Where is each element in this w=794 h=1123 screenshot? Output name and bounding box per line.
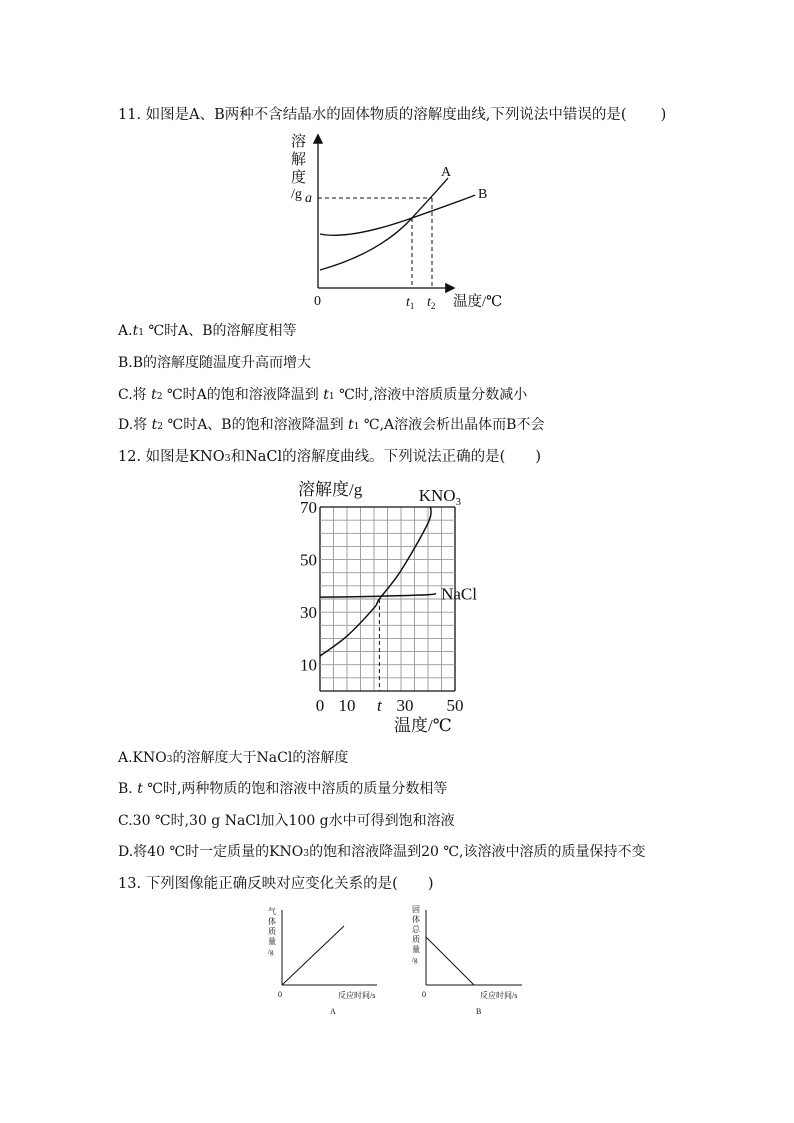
q12-xtick-0: 0	[315, 696, 325, 715]
q12-xtick-10: 10	[338, 696, 356, 715]
q12-ytick-70: 70	[300, 498, 317, 517]
q13a-ylabel-3: 质	[268, 927, 276, 936]
q12-ytick-30: 30	[300, 603, 317, 623]
q12-number: 12.	[118, 449, 142, 465]
q12-ytick-10: 10	[300, 655, 317, 675]
q12-series-nacl-line	[320, 594, 436, 597]
q11-stem	[118, 103, 666, 124]
q11-ylabel-3: 度	[291, 170, 307, 186]
q12-option-a[interactable]: A.KNO3的溶解度大于NaCl的溶解度	[118, 750, 349, 766]
q13a-ylabel-2: 体	[268, 917, 276, 926]
q11-ylabel-1: 溶	[291, 134, 307, 150]
q13a-ylabel-1: 气	[268, 907, 276, 916]
q13-graph-a	[262, 902, 402, 1020]
q12-series-kno3-label: $KNO_3$	[418, 486, 462, 508]
q12-ytick-50: 50	[300, 550, 317, 570]
q13-stem: 13. 下列图像能正确反映对应变化关系的是( )	[118, 876, 434, 892]
q12-ylabel: 溶解度/g	[298, 480, 363, 499]
q12-xtick-50: 50	[446, 696, 464, 715]
q11-curve-a-label: A	[441, 165, 452, 180]
q13a-xlabel: 反应时间/s	[338, 991, 376, 1000]
q12-option-c[interactable]: C.30 ℃时,30 g NaCl加入100 g水中可得到饱和溶液	[118, 813, 455, 829]
q13b-line	[426, 937, 474, 985]
q13b-ylabel-1: 固	[412, 905, 420, 914]
q13a-line	[282, 926, 344, 985]
q12-option-d[interactable]: D.将40 ℃时一定质量的KNO3的饱和溶液降温到20 ℃,该溶液中溶质的质量保持不变	[118, 844, 646, 860]
q13b-ylabel-2: 体	[412, 915, 420, 924]
q13b-origin: 0	[422, 990, 426, 999]
q13b-xlabel: 反应时间/s	[480, 991, 518, 1000]
q11-paren-close: )	[660, 107, 667, 123]
q13b-ylabel-3: 总	[412, 925, 420, 934]
q12-series-nacl-label: NaCl	[441, 584, 477, 604]
q11-t1-label: $t_1$	[406, 295, 415, 311]
q13a-ylabel-5: /g	[268, 948, 274, 956]
q13-number: 13.	[118, 876, 142, 892]
q12-xlabel: 温度/℃	[394, 716, 452, 735]
q13b-ylabel-5: 量	[412, 945, 420, 954]
q11-option-a[interactable]: A.t1 ℃时A、B的溶解度相等	[118, 323, 297, 339]
q11-solubility-figure	[285, 128, 525, 313]
q12-grid	[320, 507, 455, 691]
q13-graph-b	[408, 902, 548, 1020]
q11-ylabel-2: 解	[291, 152, 307, 168]
q12-solubility-chart	[290, 475, 520, 740]
q13a-ylabel-4: 量	[268, 937, 276, 946]
q11-option-b[interactable]: B.B的溶解度随温度升高而增大	[118, 355, 312, 371]
q11-option-d[interactable]: D.将 t2 ℃时A、B的饱和溶液降温到 t1 ℃,A溶液会析出晶体而B不会	[118, 417, 545, 433]
q11-origin-label: 0	[314, 294, 321, 309]
q13a-caption: A	[330, 1007, 336, 1016]
q11-ylabel-4: /g	[291, 187, 302, 202]
q11-number: 11.	[118, 107, 142, 123]
q11-xlabel: 温度/℃	[453, 294, 503, 310]
q13b-ylabel-6: /g	[412, 956, 418, 964]
q11-curve-a	[320, 178, 448, 270]
q11-curve-b-label: B	[478, 187, 488, 202]
q11-t2-label: $t_2$	[427, 295, 436, 311]
q12-xtick-30: 30	[396, 696, 414, 715]
q12-marks	[300, 498, 464, 715]
q11-stem-text: 如图是A、B两种不含结晶水的固体物质的溶解度曲线,下列说法中错误的是(	[145, 107, 627, 123]
q11-option-c[interactable]: C.将 t2 ℃时A的饱和溶液降温到 t1 ℃时,溶液中溶质质量分数减小	[118, 387, 528, 403]
q13b-caption: B	[476, 1007, 482, 1016]
q11-a-value-label: a	[305, 191, 312, 206]
q12-xtick-t: t	[377, 696, 382, 715]
q13b-ylabel-4: 质	[412, 935, 420, 944]
q11-curve-b	[320, 195, 475, 235]
q13a-origin: 0	[278, 990, 282, 999]
q12-stem: 12. 如图是KNO3和NaCl的溶解度曲线。下列说法正确的是( )	[118, 449, 541, 465]
q12-option-b[interactable]: B. t ℃时,两种物质的饱和溶液中溶质的质量分数相等	[118, 781, 448, 797]
